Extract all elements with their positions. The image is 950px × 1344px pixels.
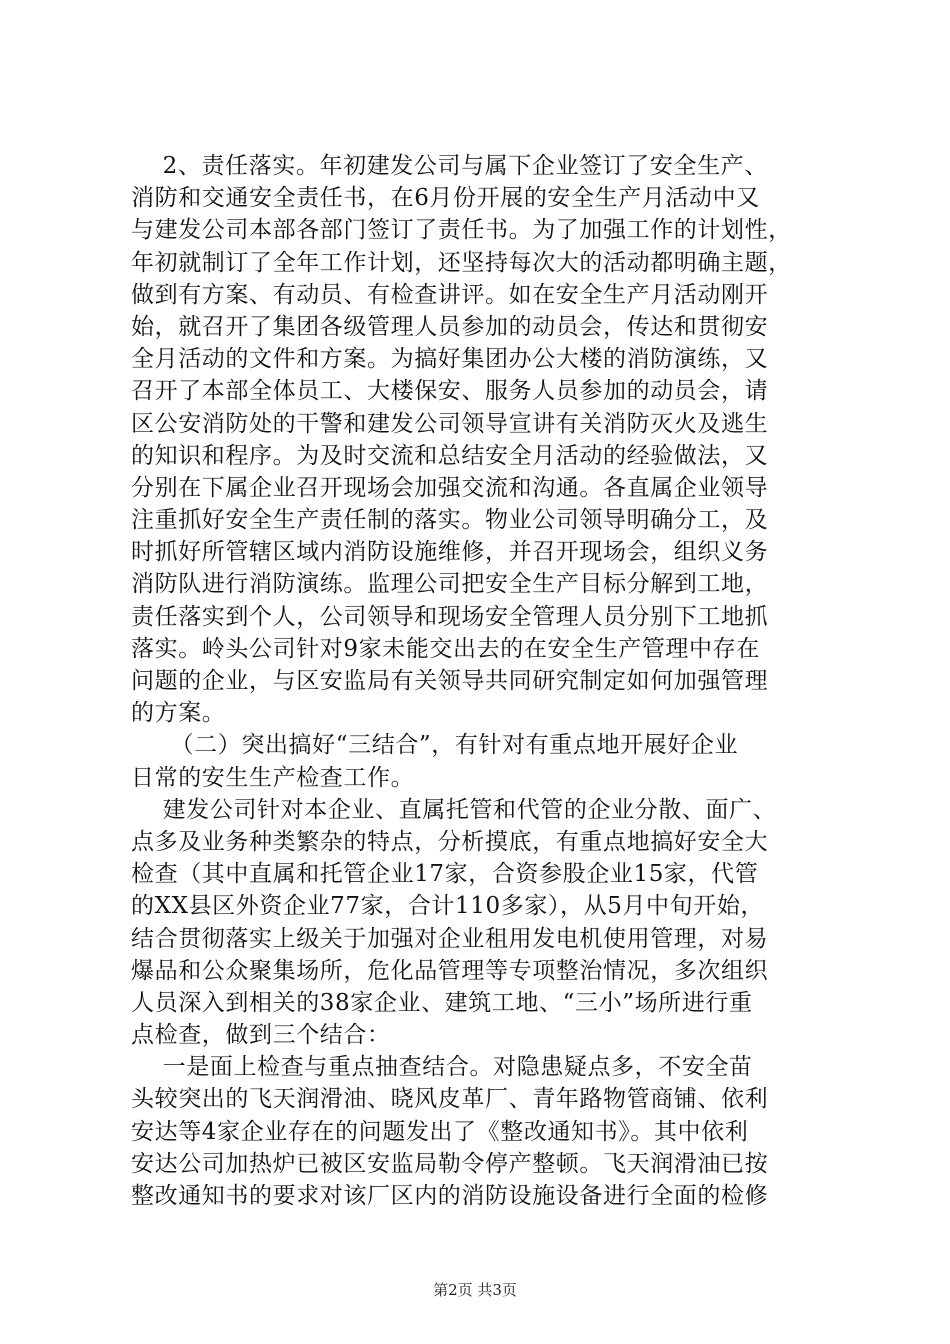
text-line: 问题的企业，与区安监局有关领导共同研究制定如何加强管理 (131, 668, 769, 694)
text-line: 安达等4家企业存在的问题发出了《整改通知书》。其中依利 (131, 1118, 749, 1145)
text-line: 注重抓好安全生产责任制的落实。物业公司领导明确分工，及 (131, 507, 769, 534)
text-line: 的方案。 (131, 700, 226, 727)
section-heading-line: （二）突出搞好“三结合”，有针对有重点地开展好企业 (131, 732, 739, 759)
text-line: 爆品和公众聚集场所，危化品管理等专项整治情况，多次组织 (131, 957, 769, 984)
text-line: 检查（其中直属和托管企业17家，合资参股企业15家，代管 (131, 861, 759, 888)
text-line: 结合贯彻落实上级关于加强对企业租用发电机使用管理，对易 (131, 925, 769, 952)
text-line: 年初就制订了全年工作计划，还坚持每次大的活动都明确主题， (131, 249, 792, 276)
text-line: 点多及业务种类繁杂的特点，分析摸底，有重点地搞好安全大 (131, 828, 769, 855)
text-line: 做到有方案、有动员、有检查讲评。如在安全生产月活动刚开 (131, 281, 769, 308)
text-line: 一是面上检查与重点抽查结合。对隐患疑点多，不安全苗 (131, 1054, 753, 1081)
section-heading-line: 日常的安生生产检查工作。 (131, 764, 415, 791)
text-line: 区公安消防处的干警和建发公司领导宣讲有关消防灭火及逃生 (131, 410, 769, 437)
text-line: 责任落实到个人，公司领导和现场安全管理人员分别下工地抓 (131, 603, 769, 630)
text-line: 消防和交通安全责任书，在6月份开展的安全生产月活动中又 (131, 185, 760, 212)
text-line: 与建发公司本部各部门签订了责任书。为了加强工作的计划性， (131, 217, 792, 244)
text-line: 召开了本部全体员工、大楼保安、服务人员参加的动员会，请 (131, 378, 769, 405)
text-line: 点检查，做到三个结合： (131, 1022, 391, 1049)
text-line: 的XX县区外资企业77家，合计110多家），从5月中旬开始， (131, 893, 765, 920)
text-line: 始，就召开了集团各级管理人员参加的动员会，传达和贯彻安 (131, 313, 769, 340)
text-line: 安达公司加热炉已被区安监局勒令停产整顿。飞天润滑油已按 (131, 1150, 769, 1177)
text-line: 时抓好所管辖区域内消防设施维修，并召开现场会，组织义务 (131, 539, 769, 566)
text-line: 分别在下属企业召开现场会加强交流和沟通。各直属企业领导 (131, 474, 769, 501)
text-line: 2、责任落实。年初建发公司与属下企业签订了安全生产、 (131, 153, 768, 179)
text-line: 全月活动的文件和方案。为搞好集团办公大楼的消防演练，又 (131, 346, 769, 373)
text-line: 的知识和程序。为及时交流和总结安全月活动的经验做法，又 (131, 442, 769, 469)
document-body (131, 150, 831, 1212)
text-line: 头较突出的飞天润滑油、晓风皮革厂、青年路物管商铺、依利 (131, 1086, 769, 1113)
text-line: 消防队进行消防演练。监理公司把安全生产目标分解到工地， (131, 571, 769, 598)
text-line: 整改通知书的要求对该厂区内的消防设施设备进行全面的检修 (131, 1183, 769, 1209)
page-number-footer: 第2页 共3页 (433, 1281, 517, 1299)
text-line: 建发公司针对本企业、直属托管和代管的企业分散、面广、 (131, 796, 777, 823)
text-line: 落实。岭头公司针对9家未能交出去的在安全生产管理中存在 (131, 635, 760, 662)
text-line: 人员深入到相关的38家企业、建筑工地、“三小”场所进行重 (131, 989, 753, 1016)
